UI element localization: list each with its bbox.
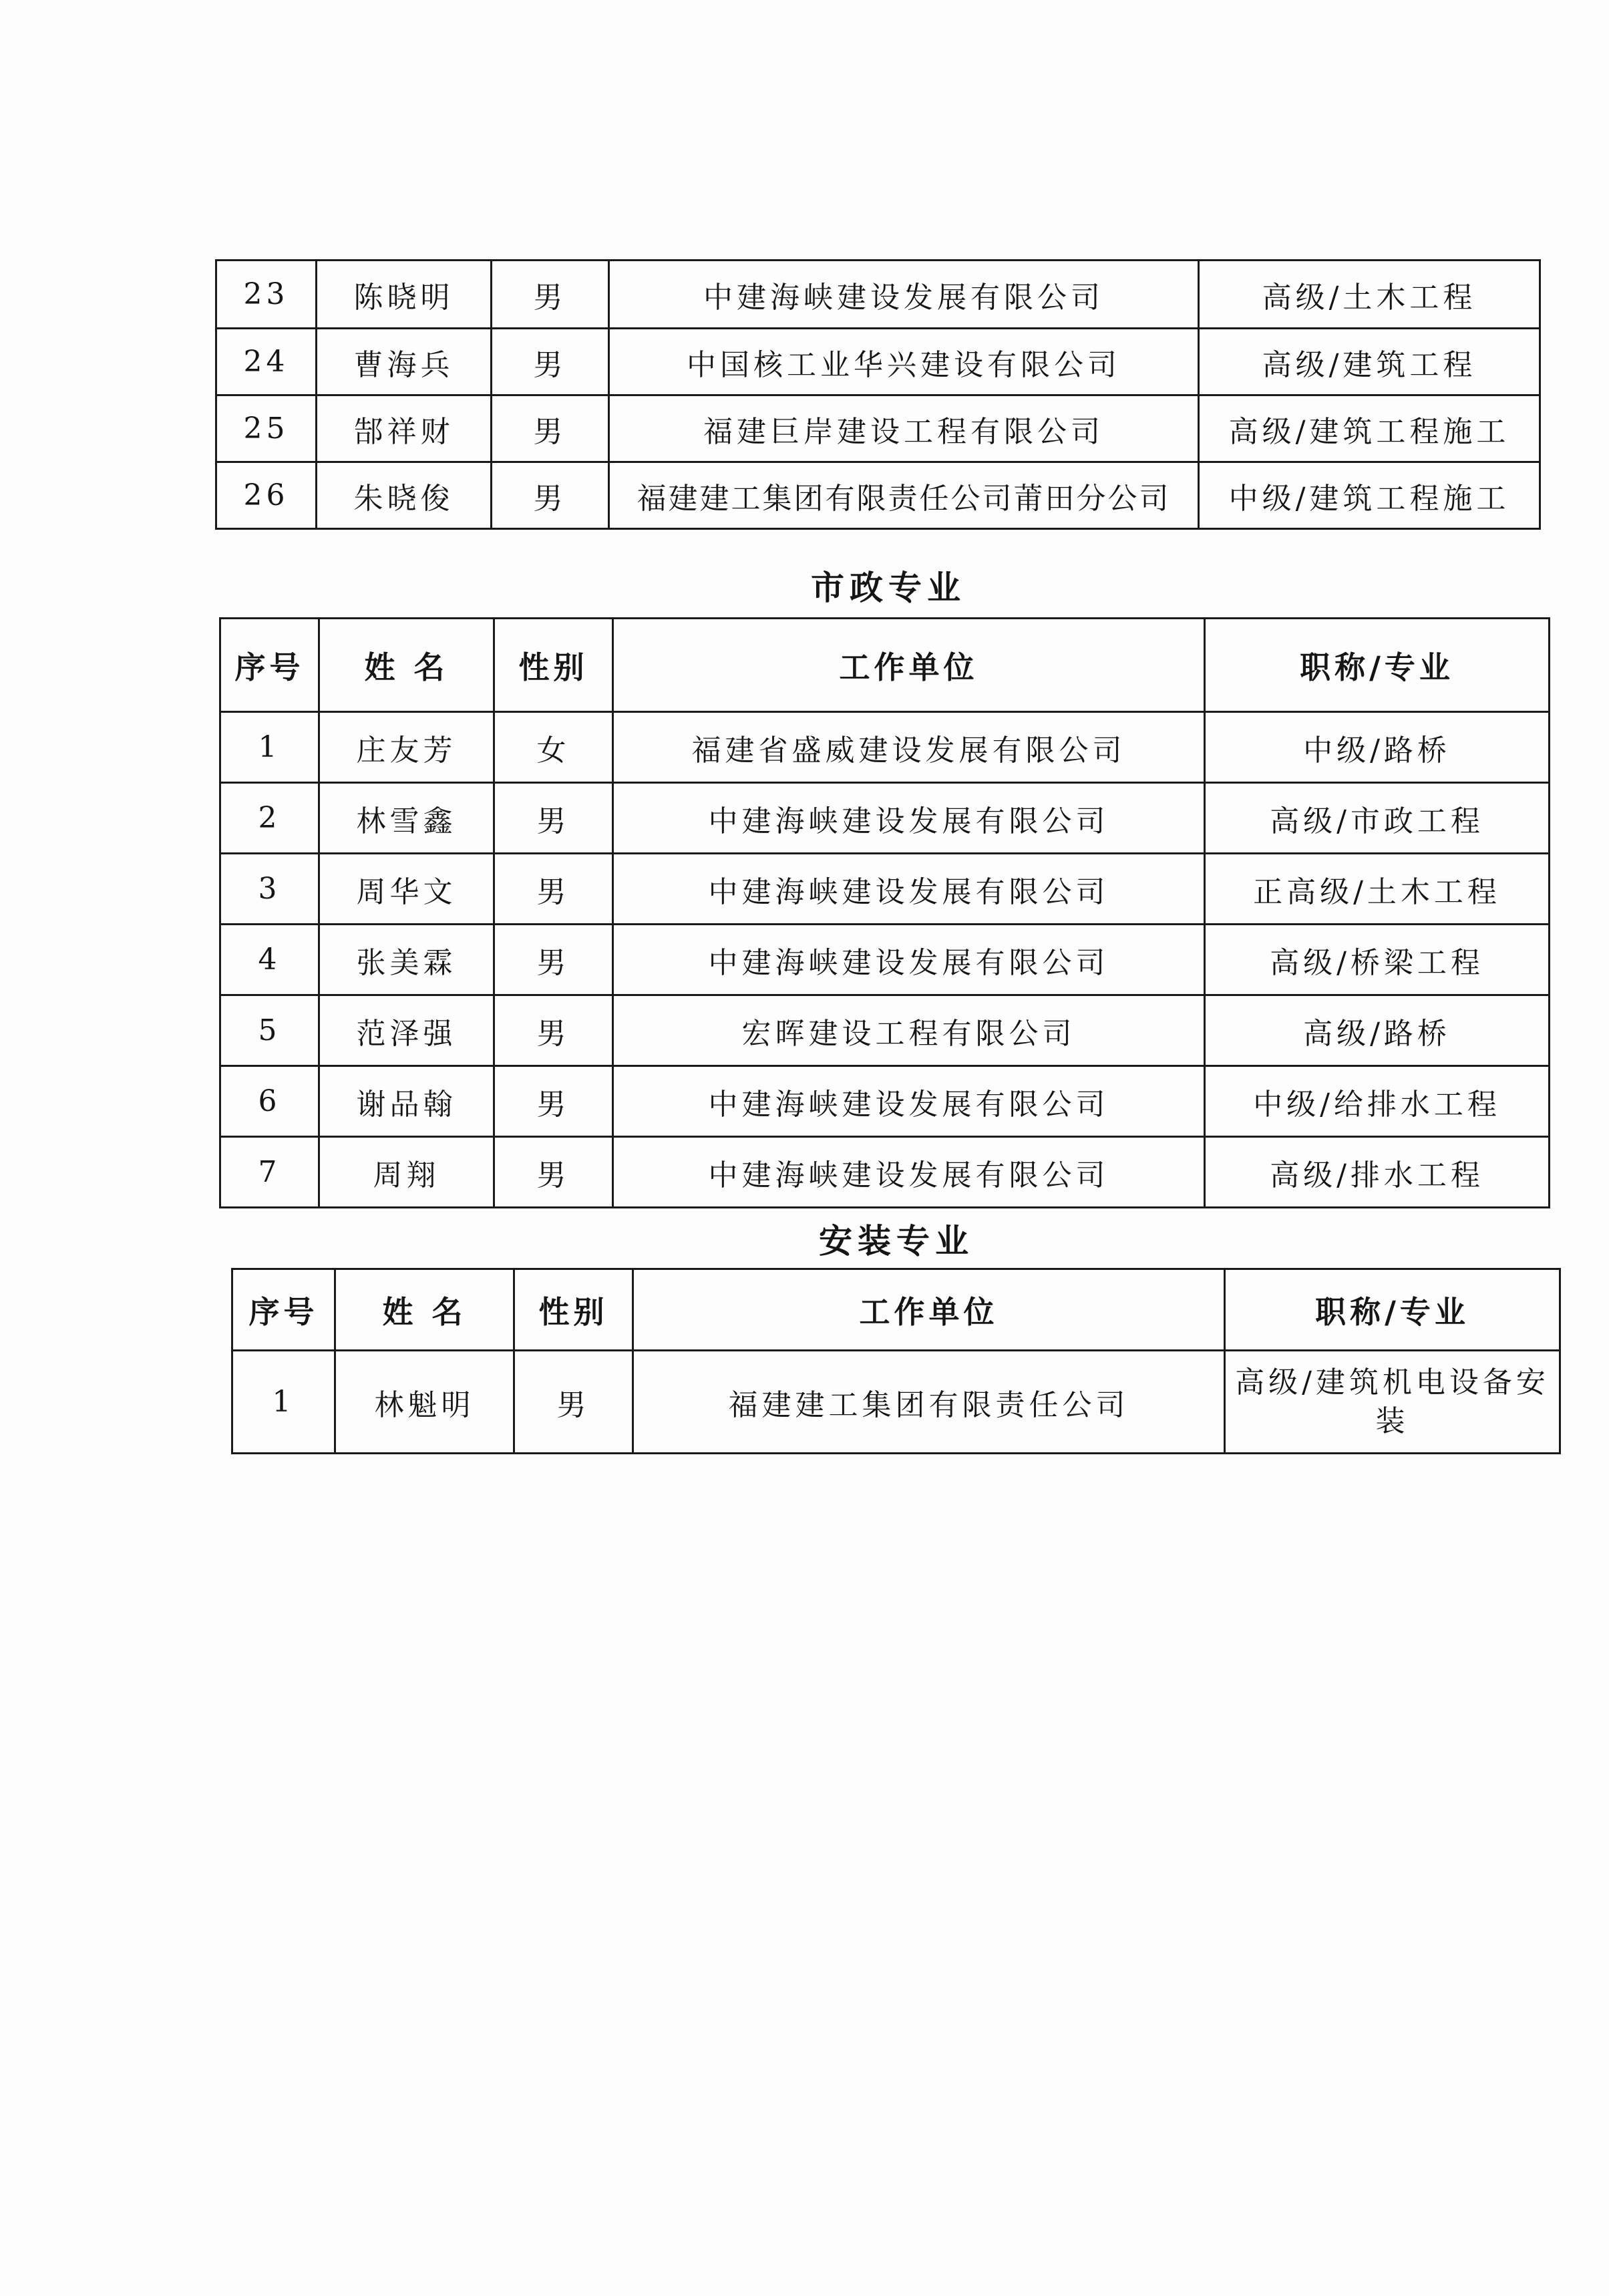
company: 福建巨岸建设工程有限公司 (609, 395, 1199, 462)
gender: 男 (514, 1351, 633, 1454)
table-row (216, 462, 1540, 529)
company: 福建省盛威建设发展有限公司 (613, 712, 1205, 783)
company: 宏晖建设工程有限公司 (613, 995, 1205, 1066)
gender: 男 (492, 261, 609, 329)
row-number: 5 (220, 995, 319, 1066)
professional-title: 高级/市政工程 (1205, 783, 1550, 854)
continuation-table (215, 259, 1541, 530)
gender: 男 (494, 854, 613, 925)
gender: 男 (494, 1066, 613, 1137)
person-name: 曹海兵 (317, 329, 492, 395)
professional-title: 正高级/土木工程 (1205, 854, 1550, 925)
company: 中建海峡建设发展有限公司 (613, 1137, 1205, 1208)
person-name: 张美霖 (319, 925, 494, 995)
professional-title: 高级/建筑工程 (1199, 329, 1540, 395)
professional-title: 高级/建筑机电设备安装 (1225, 1351, 1560, 1454)
person-name: 陈晓明 (317, 261, 492, 329)
table-row (220, 854, 1550, 925)
table-header-row (220, 619, 1550, 712)
professional-title: 中级/路桥 (1205, 712, 1550, 783)
table-row (220, 925, 1550, 995)
table-row (220, 995, 1550, 1066)
header-gender: 性别 (514, 1269, 633, 1351)
header-company: 工作单位 (613, 619, 1205, 712)
table-row (216, 329, 1540, 395)
company: 福建建工集团有限责任公司莆田分公司 (609, 462, 1199, 529)
company: 中建海峡建设发展有限公司 (609, 261, 1199, 329)
company: 福建建工集团有限责任公司 (633, 1351, 1225, 1454)
table-row (220, 1137, 1550, 1208)
person-name: 朱晓俊 (317, 462, 492, 529)
table-row (232, 1351, 1560, 1454)
professional-title: 高级/排水工程 (1205, 1137, 1550, 1208)
table-row (216, 261, 1540, 329)
table-row (220, 783, 1550, 854)
gender: 男 (494, 995, 613, 1066)
professional-title: 高级/路桥 (1205, 995, 1550, 1066)
row-number: 25 (216, 395, 317, 462)
installation-table (231, 1268, 1561, 1454)
company: 中建海峡建设发展有限公司 (613, 925, 1205, 995)
gender: 男 (492, 462, 609, 529)
header-number: 序号 (220, 619, 319, 712)
row-number: 3 (220, 854, 319, 925)
person-name: 林魁明 (335, 1351, 514, 1454)
person-name: 林雪鑫 (319, 783, 494, 854)
gender: 男 (494, 1137, 613, 1208)
row-number: 1 (232, 1351, 335, 1454)
person-name: 周翔 (319, 1137, 494, 1208)
professional-title: 高级/建筑工程施工 (1199, 395, 1540, 462)
company: 中建海峡建设发展有限公司 (613, 1066, 1205, 1137)
row-number: 7 (220, 1137, 319, 1208)
gender: 女 (494, 712, 613, 783)
company: 中建海峡建设发展有限公司 (613, 783, 1205, 854)
header-company: 工作单位 (633, 1269, 1225, 1351)
person-name: 庄友芳 (319, 712, 494, 783)
municipal-table (219, 617, 1550, 1208)
row-number: 6 (220, 1066, 319, 1137)
section-title-installation: 安装专业 (819, 1221, 974, 1261)
row-number: 24 (216, 329, 317, 395)
table-row (220, 1066, 1550, 1137)
row-number: 4 (220, 925, 319, 995)
section-title-municipal: 市政专业 (811, 568, 966, 607)
table-row (216, 395, 1540, 462)
header-name: 姓 名 (319, 619, 494, 712)
gender: 男 (492, 329, 609, 395)
company: 中国核工业华兴建设有限公司 (609, 329, 1199, 395)
company: 中建海峡建设发展有限公司 (613, 854, 1205, 925)
row-number: 23 (216, 261, 317, 329)
table-row (220, 712, 1550, 783)
person-name: 谢品翰 (319, 1066, 494, 1137)
row-number: 1 (220, 712, 319, 783)
row-number: 26 (216, 462, 317, 529)
header-name: 姓 名 (335, 1269, 514, 1351)
header-number: 序号 (232, 1269, 335, 1351)
header-title: 职称/专业 (1225, 1269, 1560, 1351)
table-header-row (232, 1269, 1560, 1351)
gender: 男 (494, 783, 613, 854)
person-name: 郜祥财 (317, 395, 492, 462)
professional-title: 高级/土木工程 (1199, 261, 1540, 329)
professional-title: 中级/建筑工程施工 (1199, 462, 1540, 529)
row-number: 2 (220, 783, 319, 854)
gender: 男 (492, 395, 609, 462)
header-title: 职称/专业 (1205, 619, 1550, 712)
person-name: 周华文 (319, 854, 494, 925)
professional-title: 中级/给排水工程 (1205, 1066, 1550, 1137)
gender: 男 (494, 925, 613, 995)
header-gender: 性别 (494, 619, 613, 712)
professional-title: 高级/桥梁工程 (1205, 925, 1550, 995)
person-name: 范泽强 (319, 995, 494, 1066)
